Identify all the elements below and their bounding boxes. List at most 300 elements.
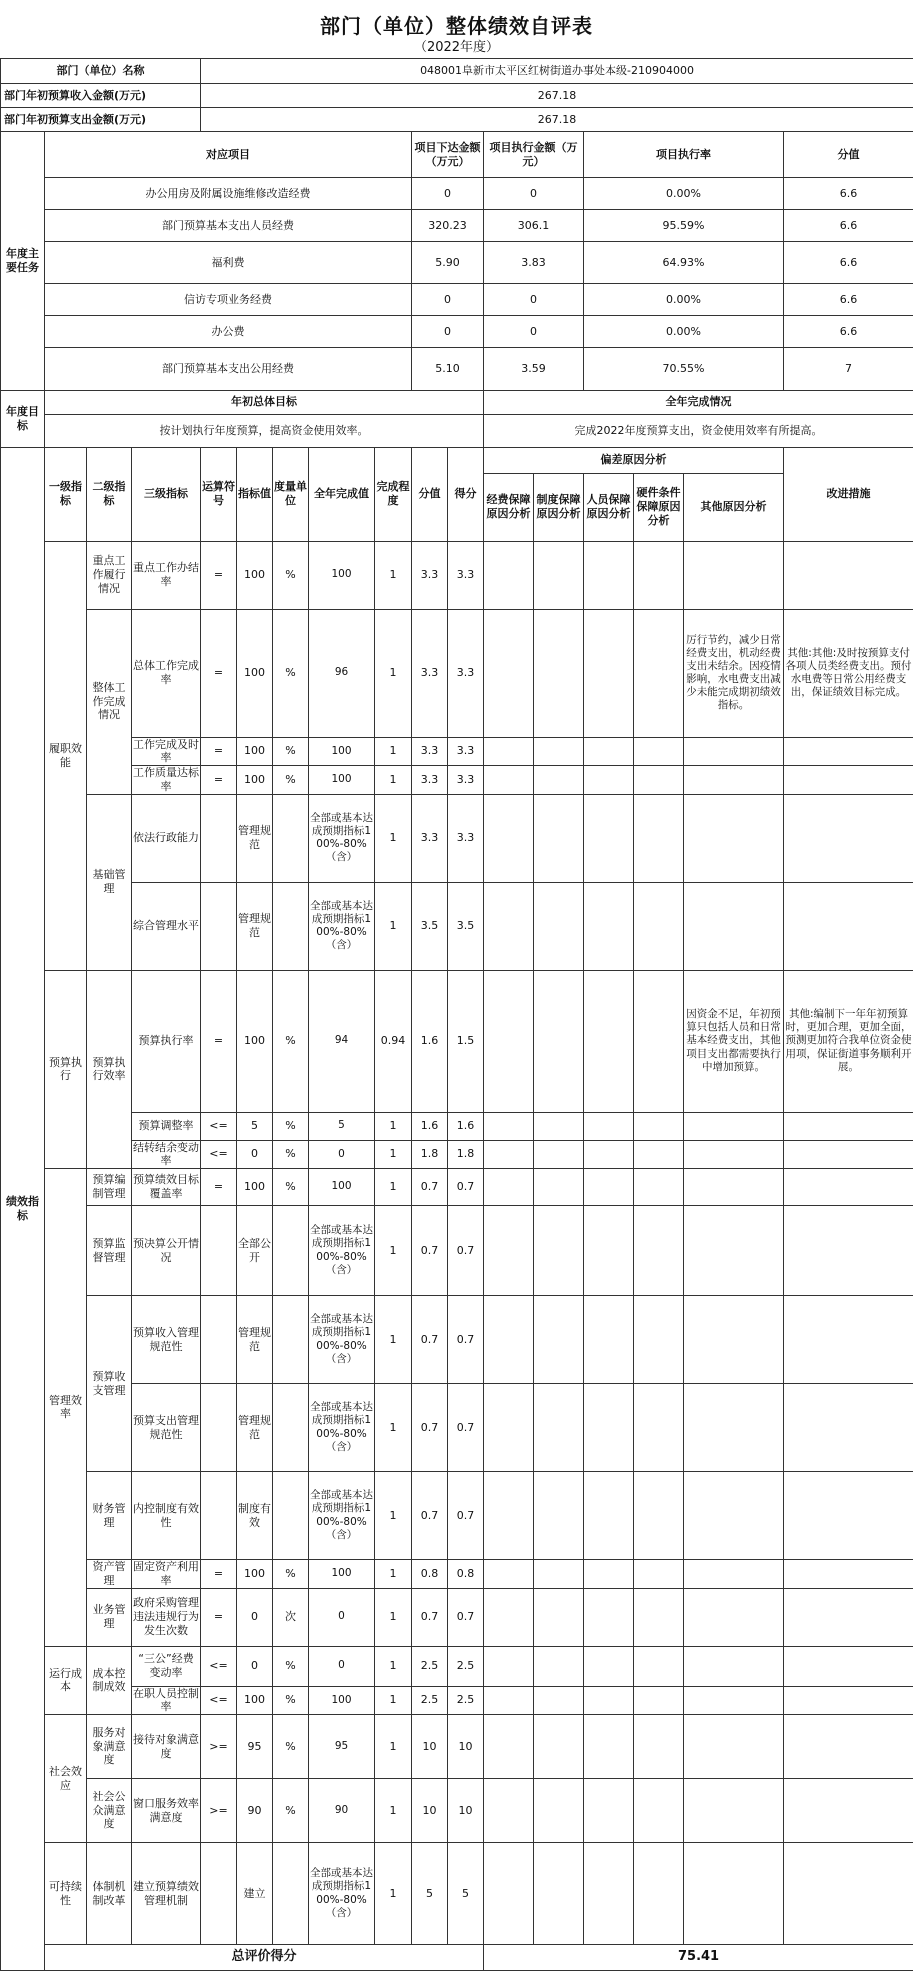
- ind-other-empty: [684, 1779, 784, 1843]
- ind-target: 建立: [237, 1843, 273, 1945]
- task-section-label: 年度主要任务: [1, 132, 45, 391]
- ind-target: 100: [237, 1169, 273, 1206]
- ind-dev-empty: [634, 970, 684, 1112]
- level2-indicator: 成本控制成效: [87, 1646, 132, 1715]
- ind-unit: %: [273, 1686, 309, 1715]
- ind-other-empty: [684, 1588, 784, 1646]
- ind-header-score: 分值: [412, 447, 448, 541]
- ind-dev-empty: [484, 1296, 534, 1384]
- goal-complete-value: 完成2022年度预算支出，资金使用效率有所提高。: [484, 414, 913, 447]
- ind-dev-empty: [534, 766, 584, 795]
- ind-dev-empty: [484, 766, 534, 795]
- level3-indicator: “三公”经费变动率: [132, 1646, 201, 1686]
- ind-dev-empty: [534, 1296, 584, 1384]
- level1-indicator: 可持续性: [45, 1843, 87, 1945]
- ind-dev-empty: [534, 1472, 584, 1560]
- ind-target: 100: [237, 541, 273, 609]
- ind-dev-empty: [634, 1112, 684, 1140]
- ind-target: 管理规范: [237, 794, 273, 882]
- level3-indicator: 预算执行率: [132, 970, 201, 1112]
- ind-improvement-empty: [784, 1472, 913, 1560]
- task-row-executed: 0: [484, 316, 584, 348]
- expense-label: 部门年初预算支出金额(万元): [1, 108, 201, 132]
- level3-indicator: 在职人员控制率: [132, 1686, 201, 1715]
- ind-improvement: 其他:编制下一年年初预算时，更加合理，更加全面，预测更加符合我单位资金使用项，保证街道事务顺利开展。: [784, 970, 913, 1112]
- goal-complete-header: 全年完成情况: [484, 390, 913, 414]
- ind-actual: 90: [309, 1779, 375, 1843]
- ind-dev-empty: [634, 1169, 684, 1206]
- ind-improvement-empty: [784, 1646, 913, 1686]
- ind-target: 100: [237, 737, 273, 766]
- ind-improvement-empty: [784, 1296, 913, 1384]
- task-row-allocated: 0: [412, 316, 484, 348]
- ind-degree: 1: [375, 882, 412, 970]
- task-row-project: 办公用房及附属设施维修改造经费: [45, 178, 412, 210]
- level2-indicator: 预算编制管理: [87, 1169, 132, 1206]
- ind-result: 5: [448, 1843, 484, 1945]
- ind-other-empty: [684, 1646, 784, 1686]
- ind-score: 1.8: [412, 1140, 448, 1169]
- level1-indicator: 管理效率: [45, 1169, 87, 1647]
- ind-score: 1.6: [412, 1112, 448, 1140]
- level3-indicator: 总体工作完成率: [132, 609, 201, 737]
- level2-indicator: 资产管理: [87, 1560, 132, 1589]
- ind-unit: %: [273, 1646, 309, 1686]
- ind-dev-empty: [534, 1843, 584, 1945]
- ind-operator: >=: [201, 1715, 237, 1779]
- ind-dev-empty: [634, 1296, 684, 1384]
- ind-dev-empty: [584, 970, 634, 1112]
- ind-other-empty: [684, 1112, 784, 1140]
- ind-degree: 1: [375, 1140, 412, 1169]
- ind-improvement-empty: [784, 766, 913, 795]
- ind-dev-empty: [484, 1686, 534, 1715]
- ind-dev-empty: [634, 1472, 684, 1560]
- ind-degree: 1: [375, 1779, 412, 1843]
- level3-indicator: 建立预算绩效管理机制: [132, 1843, 201, 1945]
- ind-dev-empty: [534, 609, 584, 737]
- level3-indicator: 政府采购管理违法违规行为发生次数: [132, 1588, 201, 1646]
- ind-target: 100: [237, 1560, 273, 1589]
- ind-dev-empty: [484, 1646, 534, 1686]
- ind-score: 10: [412, 1715, 448, 1779]
- ind-dev-empty: [484, 1779, 534, 1843]
- ind-degree: 1: [375, 1588, 412, 1646]
- ind-dev-empty: [534, 1686, 584, 1715]
- ind-dev-empty: [484, 1588, 534, 1646]
- level3-indicator: 综合管理水平: [132, 882, 201, 970]
- ind-dev-empty: [534, 1588, 584, 1646]
- level2-indicator: 预算执行效率: [87, 970, 132, 1169]
- ind-header-level2: 二级指标: [87, 447, 132, 541]
- ind-result: 0.7: [448, 1472, 484, 1560]
- ind-other-empty: [684, 766, 784, 795]
- task-row-allocated: 5.90: [412, 242, 484, 284]
- ind-operator: [201, 1843, 237, 1945]
- ind-target: 管理规范: [237, 882, 273, 970]
- ind-dev-empty: [634, 1843, 684, 1945]
- ind-dev-empty: [534, 1140, 584, 1169]
- ind-result: 0.7: [448, 1296, 484, 1384]
- ind-improvement-empty: [784, 1560, 913, 1589]
- ind-dev-empty: [584, 1588, 634, 1646]
- goal-section-label: 年度目标: [1, 390, 45, 447]
- ind-result: 3.5: [448, 882, 484, 970]
- level1-indicator: 社会效应: [45, 1715, 87, 1843]
- level2-indicator: 服务对象满意度: [87, 1715, 132, 1779]
- ind-degree: 1: [375, 609, 412, 737]
- ind-degree: 1: [375, 1206, 412, 1296]
- ind-target: 管理规范: [237, 1384, 273, 1472]
- level3-indicator: 重点工作办结率: [132, 541, 201, 609]
- ind-dev-empty: [534, 970, 584, 1112]
- ind-improvement-empty: [784, 541, 913, 609]
- ind-header-target: 指标值: [237, 447, 273, 541]
- ind-actual: 0: [309, 1140, 375, 1169]
- ind-actual: 全部或基本达成预期指标100%-80%（含）: [309, 1472, 375, 1560]
- ind-actual: 0: [309, 1588, 375, 1646]
- ind-score: 0.7: [412, 1169, 448, 1206]
- ind-result: 3.3: [448, 737, 484, 766]
- ind-target: 0: [237, 1646, 273, 1686]
- level2-indicator: 预算监督管理: [87, 1206, 132, 1296]
- level2-indicator: 体制机制改革: [87, 1843, 132, 1945]
- ind-degree: 1: [375, 1296, 412, 1384]
- ind-dev-empty: [634, 1588, 684, 1646]
- ind-degree: 1: [375, 1646, 412, 1686]
- ind-header-level1: 一级指标: [45, 447, 87, 541]
- ind-score: 3.5: [412, 882, 448, 970]
- level3-indicator: 预算收入管理规范性: [132, 1296, 201, 1384]
- ind-score: 0.7: [412, 1384, 448, 1472]
- level3-indicator: 预决算公开情况: [132, 1206, 201, 1296]
- evaluation-table: [0, 58, 913, 1971]
- ind-dev-empty: [534, 1112, 584, 1140]
- ind-score: 3.3: [412, 541, 448, 609]
- ind-actual: 0: [309, 1646, 375, 1686]
- page-title: 部门（单位）整体绩效自评表: [0, 0, 913, 36]
- level3-indicator: 依法行政能力: [132, 794, 201, 882]
- ind-improvement: 其他:其他:及时按预算支付各项人员类经费支出。预付水电费等日常公用经费支出，保证绩效目标完成。: [784, 609, 913, 737]
- ind-other-empty: [684, 1206, 784, 1296]
- task-row-rate: 95.59%: [584, 210, 784, 242]
- task-row-score: 6.6: [784, 284, 913, 316]
- level2-indicator: 财务管理: [87, 1472, 132, 1560]
- ind-other-empty: [684, 1169, 784, 1206]
- ind-target: 0: [237, 1140, 273, 1169]
- task-row-rate: 0.00%: [584, 316, 784, 348]
- ind-result: 3.3: [448, 794, 484, 882]
- ind-dev-empty: [584, 1843, 634, 1945]
- ind-dev-empty: [484, 1140, 534, 1169]
- ind-operator: <=: [201, 1112, 237, 1140]
- level2-indicator: 预算收支管理: [87, 1296, 132, 1472]
- ind-result: 0.7: [448, 1206, 484, 1296]
- ind-unit: [273, 1296, 309, 1384]
- ind-improvement-empty: [784, 794, 913, 882]
- task-row-project: 部门预算基本支出公用经费: [45, 348, 412, 390]
- level3-indicator: 接待对象满意度: [132, 1715, 201, 1779]
- ind-unit: %: [273, 1715, 309, 1779]
- ind-result: 1.8: [448, 1140, 484, 1169]
- ind-target: 100: [237, 766, 273, 795]
- ind-dev-empty: [584, 737, 634, 766]
- level3-indicator: 窗口服务效率满意度: [132, 1779, 201, 1843]
- level1-indicator: 运行成本: [45, 1646, 87, 1715]
- ind-operator: [201, 1206, 237, 1296]
- task-row-rate: 70.55%: [584, 348, 784, 390]
- task-row-allocated: 320.23: [412, 210, 484, 242]
- ind-header-dev-cause: 人员保障原因分析: [584, 473, 634, 541]
- ind-dev-empty: [634, 1206, 684, 1296]
- ind-dev-empty: [584, 1686, 634, 1715]
- task-header-project: 对应项目: [45, 132, 412, 178]
- ind-dev-empty: [484, 1843, 534, 1945]
- ind-dev-empty: [634, 1560, 684, 1589]
- ind-operator: [201, 1472, 237, 1560]
- level3-indicator: 内控制度有效性: [132, 1472, 201, 1560]
- ind-operator: =: [201, 1560, 237, 1589]
- ind-degree: 1: [375, 1112, 412, 1140]
- ind-unit: %: [273, 1779, 309, 1843]
- ind-unit: [273, 1843, 309, 1945]
- task-row-allocated: 0: [412, 284, 484, 316]
- ind-dev-empty: [534, 882, 584, 970]
- task-row-executed: 0: [484, 284, 584, 316]
- ind-degree: 1: [375, 1169, 412, 1206]
- ind-target: 100: [237, 609, 273, 737]
- ind-other-cause: 厉行节约，减少日常经费支出，机动经费支出未结余。因疫情影响，水电费支出减少未能完成期初绩效指标。: [684, 609, 784, 737]
- ind-unit: %: [273, 766, 309, 795]
- ind-operator: [201, 794, 237, 882]
- task-header-allocated: 项目下达金额（万元）: [412, 132, 484, 178]
- ind-improvement-empty: [784, 1588, 913, 1646]
- ind-dev-empty: [534, 541, 584, 609]
- ind-unit: [273, 1472, 309, 1560]
- ind-dev-empty: [584, 1646, 634, 1686]
- ind-target: 全部公开: [237, 1206, 273, 1296]
- ind-operator: =: [201, 1588, 237, 1646]
- ind-header-actual: 全年完成值: [309, 447, 375, 541]
- ind-operator: >=: [201, 1779, 237, 1843]
- ind-target: 管理规范: [237, 1296, 273, 1384]
- ind-score: 2.5: [412, 1686, 448, 1715]
- ind-dev-empty: [484, 737, 534, 766]
- ind-unit: %: [273, 1560, 309, 1589]
- ind-actual: 94: [309, 970, 375, 1112]
- ind-operator: =: [201, 766, 237, 795]
- ind-unit: %: [273, 1112, 309, 1140]
- task-row-score: 7: [784, 348, 913, 390]
- task-header-rate: 项目执行率: [584, 132, 784, 178]
- ind-operator: [201, 882, 237, 970]
- ind-unit: [273, 882, 309, 970]
- ind-score: 0.7: [412, 1206, 448, 1296]
- ind-dev-empty: [534, 1715, 584, 1779]
- ind-result: 1.5: [448, 970, 484, 1112]
- indicator-section-label: 绩效指标: [1, 447, 45, 1971]
- ind-target: 90: [237, 1779, 273, 1843]
- level2-indicator: 业务管理: [87, 1588, 132, 1646]
- ind-dev-empty: [534, 1384, 584, 1472]
- ind-dev-empty: [634, 1686, 684, 1715]
- ind-dev-empty: [484, 609, 534, 737]
- ind-header-unit: 度量单位: [273, 447, 309, 541]
- ind-actual: 全部或基本达成预期指标100%-80%（含）: [309, 1296, 375, 1384]
- task-row-project: 福利费: [45, 242, 412, 284]
- ind-target: 制度有效: [237, 1472, 273, 1560]
- task-row-rate: 0.00%: [584, 178, 784, 210]
- task-row-project: 部门预算基本支出人员经费: [45, 210, 412, 242]
- task-row-allocated: 5.10: [412, 348, 484, 390]
- ind-score: 3.3: [412, 794, 448, 882]
- ind-unit: %: [273, 970, 309, 1112]
- ind-degree: 0.94: [375, 970, 412, 1112]
- ind-unit: [273, 1384, 309, 1472]
- ind-actual: 100: [309, 1560, 375, 1589]
- ind-other-empty: [684, 1472, 784, 1560]
- ind-dev-empty: [534, 1560, 584, 1589]
- ind-dev-empty: [584, 1384, 634, 1472]
- expense-value: 267.18: [201, 108, 913, 132]
- ind-operator: <=: [201, 1646, 237, 1686]
- level2-indicator: 基础管理: [87, 794, 132, 970]
- ind-dev-empty: [584, 1715, 634, 1779]
- ind-header-deviation: 偏差原因分析: [484, 447, 784, 473]
- ind-unit: %: [273, 737, 309, 766]
- ind-score: 0.8: [412, 1560, 448, 1589]
- ind-degree: 1: [375, 737, 412, 766]
- ind-actual: 全部或基本达成预期指标100%-80%（含）: [309, 882, 375, 970]
- ind-improvement-empty: [784, 1112, 913, 1140]
- ind-improvement-empty: [784, 1140, 913, 1169]
- ind-unit: %: [273, 1169, 309, 1206]
- ind-degree: 1: [375, 1843, 412, 1945]
- ind-score: 3.3: [412, 766, 448, 795]
- income-label: 部门年初预算收入金额(万元): [1, 84, 201, 108]
- ind-dev-empty: [484, 1560, 534, 1589]
- ind-other-empty: [684, 1843, 784, 1945]
- ind-operator: <=: [201, 1686, 237, 1715]
- ind-actual: 100: [309, 737, 375, 766]
- ind-header-operator: 运算符号: [201, 447, 237, 541]
- ind-result: 3.3: [448, 766, 484, 795]
- ind-improvement-empty: [784, 1206, 913, 1296]
- year-subtitle: （2022年度）: [0, 36, 913, 58]
- task-row-executed: 306.1: [484, 210, 584, 242]
- ind-other-empty: [684, 1140, 784, 1169]
- ind-dev-empty: [484, 1384, 534, 1472]
- level3-indicator: 工作质量达标率: [132, 766, 201, 795]
- ind-score: 10: [412, 1779, 448, 1843]
- task-row-rate: 0.00%: [584, 284, 784, 316]
- ind-dev-empty: [634, 541, 684, 609]
- ind-dev-empty: [634, 1646, 684, 1686]
- ind-target: 100: [237, 1686, 273, 1715]
- total-score-label: 总评价得分: [45, 1945, 484, 1971]
- ind-dev-empty: [484, 882, 534, 970]
- goal-initial-value: 按计划执行年度预算，提高资金使用效率。: [45, 414, 484, 447]
- ind-result: 0.7: [448, 1169, 484, 1206]
- ind-improvement-empty: [784, 1686, 913, 1715]
- ind-improvement-empty: [784, 1169, 913, 1206]
- level2-indicator: 社会公众满意度: [87, 1779, 132, 1843]
- ind-dev-empty: [584, 1296, 634, 1384]
- dept-name-label: 部门（单位）名称: [1, 59, 201, 84]
- ind-dev-empty: [584, 1779, 634, 1843]
- ind-dev-empty: [484, 1112, 534, 1140]
- ind-dev-empty: [534, 737, 584, 766]
- ind-dev-empty: [484, 1715, 534, 1779]
- ind-actual: 100: [309, 1169, 375, 1206]
- task-row-executed: 3.59: [484, 348, 584, 390]
- task-row-score: 6.6: [784, 316, 913, 348]
- level1-indicator: 预算执行: [45, 970, 87, 1169]
- ind-operator: <=: [201, 1140, 237, 1169]
- ind-target: 5: [237, 1112, 273, 1140]
- task-row-project: 信访专项业务经费: [45, 284, 412, 316]
- ind-dev-empty: [534, 1779, 584, 1843]
- task-row-allocated: 0: [412, 178, 484, 210]
- level3-indicator: 固定资产利用率: [132, 1560, 201, 1589]
- ind-score: 3.3: [412, 737, 448, 766]
- ind-dev-empty: [634, 1779, 684, 1843]
- goal-initial-header: 年初总体目标: [45, 390, 484, 414]
- ind-target: 95: [237, 1715, 273, 1779]
- ind-dev-empty: [584, 1560, 634, 1589]
- ind-other-empty: [684, 882, 784, 970]
- ind-result: 0.7: [448, 1384, 484, 1472]
- ind-degree: 1: [375, 1384, 412, 1472]
- task-row-score: 6.6: [784, 242, 913, 284]
- ind-score: 0.7: [412, 1588, 448, 1646]
- ind-degree: 1: [375, 794, 412, 882]
- ind-dev-empty: [634, 737, 684, 766]
- ind-dev-empty: [584, 1169, 634, 1206]
- ind-improvement-empty: [784, 1384, 913, 1472]
- level2-indicator: 重点工作履行情况: [87, 541, 132, 609]
- ind-actual: 100: [309, 766, 375, 795]
- ind-operator: =: [201, 541, 237, 609]
- ind-other-empty: [684, 1686, 784, 1715]
- ind-header-improvement: 改进措施: [784, 447, 913, 541]
- level1-indicator: 履职效能: [45, 541, 87, 970]
- task-row-project: 办公费: [45, 316, 412, 348]
- ind-header-dev-cause: 硬件条件保障原因分析: [634, 473, 684, 541]
- level3-indicator: 预算调整率: [132, 1112, 201, 1140]
- task-header-score: 分值: [784, 132, 913, 178]
- ind-dev-empty: [634, 766, 684, 795]
- ind-actual: 95: [309, 1715, 375, 1779]
- ind-unit: %: [273, 609, 309, 737]
- ind-header-result: 得分: [448, 447, 484, 541]
- ind-degree: 1: [375, 541, 412, 609]
- dept-name-value: 048001阜新市太平区红树街道办事处本级-210904000: [201, 59, 913, 84]
- ind-dev-empty: [534, 1646, 584, 1686]
- ind-dev-empty: [584, 609, 634, 737]
- ind-other-empty: [684, 541, 784, 609]
- ind-actual: 全部或基本达成预期指标100%-80%（含）: [309, 1384, 375, 1472]
- ind-other-empty: [684, 1296, 784, 1384]
- task-row-executed: 3.83: [484, 242, 584, 284]
- level3-indicator: 工作完成及时率: [132, 737, 201, 766]
- ind-dev-empty: [584, 1112, 634, 1140]
- ind-header-level3: 三级指标: [132, 447, 201, 541]
- ind-dev-empty: [534, 794, 584, 882]
- ind-dev-empty: [484, 541, 534, 609]
- ind-improvement-empty: [784, 882, 913, 970]
- ind-result: 1.6: [448, 1112, 484, 1140]
